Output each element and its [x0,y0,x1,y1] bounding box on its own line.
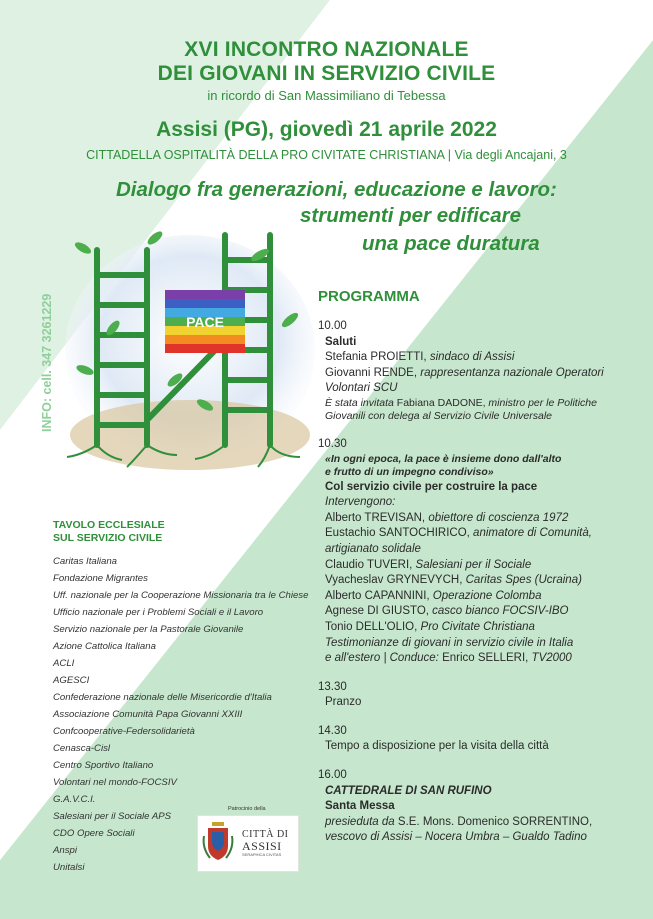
event-venue: CITTADELLA OSPITALITÀ DELLA PRO CIVITATE CHRISTIANA | Via degli Ancajani, 3 [86,148,567,162]
s2-p4a: Claudio TUVERI, [325,558,413,571]
theme-line3: una pace duratura [362,232,540,255]
org-item: Cenasca-Cisl [53,743,111,754]
s2-intervengono: Intervengono: [325,496,396,509]
s2-quote2: e frutto di un impegno condiviso» [325,466,494,479]
org-item: Associazione Comunità Papa Giovanni XXIII [53,709,243,720]
event-title-line2: DEI GIOVANI IN SERVIZIO CIVILE [157,62,496,85]
s2-p5b: Caritas Spes (Ucraina) [462,574,582,587]
s2-p7a: Agnese DI GIUSTO, [325,605,429,618]
s5-time: 16.00 [318,769,347,782]
s5-l1b: S.E. Mons. Domenico SORRENTINO, [394,815,593,828]
s2-p7b: casco bianco FOCSIV-IBO [428,605,569,618]
s2-p10a: e all'estero | Conduce: [325,652,439,665]
org-item: Fondazione Migrantes [53,573,148,584]
tavolo-heading [53,519,165,545]
theme-line1: Dialogo fra generazioni, educazione e lavoro: [116,178,557,201]
s1-l1a: Stefania PROIETTI, [325,351,427,364]
city-motto: SERAPHICA CIVITAS [242,852,282,857]
s1-title: Saluti [325,335,357,348]
s5-l2: vescovo di Assisi – Nocera Umbra – Gualdo Tadino [325,831,587,844]
org-item: G.A.V.C.I. [53,794,96,805]
s5-title: Santa Messa [325,800,395,813]
s2-title: Col servizio civile per costruire la pace [325,480,538,493]
org-item: Anspi [53,845,77,856]
org-item: Uff. nazionale per la Cooperazione Missionaria tra le Chiese [53,590,309,601]
org-item: ACLI [53,658,75,669]
s2-p8a: Tonio DELL'OLIO, [325,620,418,633]
s2-quote1: «In ogni epoca, la pace è insieme dono dall'alto [325,452,562,465]
org-item: Azione Cattolica Italiana [53,641,156,652]
org-item: Servizio nazionale per la Pastorale Giovanile [53,624,244,635]
s1-l4c: ministro per le Politiche [485,396,597,409]
s2-p3: artigianato solidale [325,542,421,555]
org-item: Volontari nel mondo-FOCSIV [53,777,177,788]
event-title-line1: XVI INCONTRO NAZIONALE [184,38,469,61]
s1-l3: Volontari SCU [325,382,398,395]
s1-l2a: Giovanni RENDE, [325,366,418,379]
city-line1: CITTÀ DI [242,829,289,840]
tavolo-heading-line2: SUL SERVIZIO CIVILE [53,532,163,544]
theme-line2: strumenti per edificare [300,204,522,227]
ladder-illustration [55,220,315,480]
s2-p5a: Vyacheslav GRYNEVYCH, [325,574,463,587]
s1-l2b: rappresentanza nazionale Operatori [417,366,604,379]
event-subtitle: in ricordo di San Massimiliano di Tebessa [207,88,446,103]
s4-time: 14.30 [318,724,347,737]
s5-place: CATTEDRALE DI SAN RUFINO [325,784,492,797]
city-name [242,830,289,853]
s2-p2a: Eustachio SANTOCHIRICO, [325,527,470,540]
s5-l1a: presieduta da [325,815,395,828]
s1-l5: Giovanili con delega al Servizio Civile Universale [325,410,553,423]
peace-flag [165,290,245,353]
org-item: Unitalsi [53,862,85,873]
s2-p6b: Operazione Colomba [429,589,542,602]
assisi-crest-icon [198,816,238,871]
s2-p2b: animatore di Comunità, [469,527,592,540]
org-item: Centro Sportivo Italiano [53,760,154,771]
event-date: Assisi (PG), giovedì 21 aprile 2022 [156,118,497,141]
program-schedule [318,316,638,846]
org-item: Confcooperative-Federsolidarietà [53,726,195,737]
assisi-logo [197,815,299,872]
s1-l4b: Fabiana DADONE, [393,396,486,409]
s2-p1a: Alberto TREVISAN, [325,511,426,524]
s2-p10b: Enrico SELLERI, [438,652,529,665]
s2-p4b: Salesiani per il Sociale [412,558,532,571]
tavolo-heading-line1: TAVOLO ECCLESIALE [53,519,165,531]
patrocinio-label: Patrocinio della [228,806,266,812]
org-item: Ufficio nazionale per i Problemi Sociali e il Lavoro [53,607,264,618]
s1-l4a: È stata invitata [325,396,394,409]
org-item: CDO Opere Sociali [53,828,135,839]
s2-p6a: Alberto CAPANNINI, [325,589,430,602]
s2-p1b: obiettore di coscienza 1972 [425,511,569,524]
s2-p10c: TV2000 [528,652,572,665]
org-item: Salesiani per il Sociale APS [53,811,172,822]
s1-l1b: sindaco di Assisi [426,351,515,364]
s2-p9: Testimonianze di giovani in servizio civile in Italia [325,636,574,649]
s3-title: Pranzo [325,696,362,709]
info-phone: INFO: cell. 347 3261229 [40,293,54,432]
s2-p8b: Pro Civitate Christiana [417,620,535,633]
org-item: Confederazione nazionale delle Misericordie d'Italia [53,692,272,703]
city-line2: ASSISI [242,839,282,853]
s4-title: Tempo a disposizione per la visita della città [325,740,549,753]
org-item: Caritas Italiana [53,556,117,567]
flag-text: PACE [186,314,224,330]
s3-time: 13.30 [318,680,347,693]
s2-time: 10.30 [318,437,347,450]
s1-time: 10.00 [318,320,347,332]
org-item: AGESCI [53,675,90,686]
programma-heading: PROGRAMMA [318,288,420,305]
